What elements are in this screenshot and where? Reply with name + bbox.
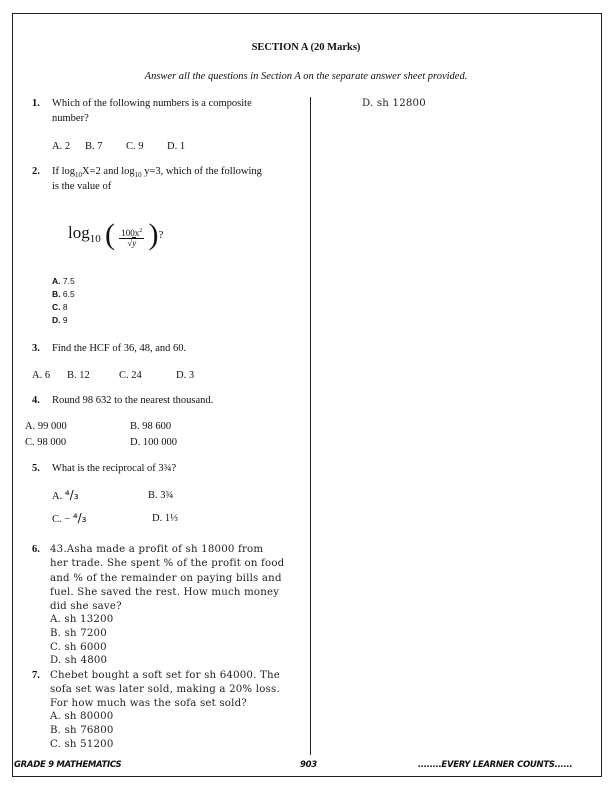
subscript: 10 bbox=[75, 171, 83, 180]
footer-page-number: 903 bbox=[300, 760, 317, 770]
option-letter: C. bbox=[52, 302, 61, 312]
option bbox=[52, 303, 68, 312]
exponent: 2 bbox=[139, 228, 143, 234]
question-text: What is the reciprocal of 3¾? bbox=[52, 463, 177, 474]
option: D. 1⅓ bbox=[152, 513, 178, 524]
option bbox=[52, 489, 79, 503]
subscript: 10 bbox=[134, 171, 142, 180]
question-text: fuel. She saved the rest. How much money bbox=[50, 587, 280, 598]
option-value: 7.5 bbox=[62, 276, 75, 286]
question-text: Chebet bought a soft set for sh 64000. The bbox=[50, 670, 280, 681]
option: B. sh 76800 bbox=[50, 725, 114, 736]
option-value: 8 bbox=[62, 302, 68, 312]
fraction: $\frac{100x^2}{√y}$ bbox=[121, 228, 143, 248]
option bbox=[52, 277, 75, 286]
question-text: For how much was the sofa set sold? bbox=[50, 698, 247, 709]
option: D. 3 bbox=[176, 370, 195, 381]
option: B. 12 bbox=[67, 370, 90, 381]
option: A. 6 bbox=[32, 370, 51, 381]
section-title: SECTION A (20 Marks) bbox=[251, 42, 361, 53]
option-value: 6.5 bbox=[62, 289, 75, 299]
column-divider bbox=[310, 97, 311, 755]
question-text: is the value of bbox=[52, 181, 112, 192]
numerator: 100x bbox=[121, 228, 140, 238]
question-text: Round 98 632 to the nearest thousand. bbox=[52, 395, 214, 406]
option: C. 9 bbox=[126, 141, 144, 152]
option: B. 98 600 bbox=[130, 421, 172, 432]
option bbox=[52, 512, 86, 526]
question-text: number? bbox=[52, 113, 89, 124]
log: log bbox=[68, 223, 90, 242]
option-value: 9 bbox=[62, 315, 68, 325]
question-number: 6. bbox=[32, 544, 40, 555]
option: A. sh 80000 bbox=[50, 711, 114, 722]
option bbox=[52, 290, 75, 299]
option-letter: C. − bbox=[52, 514, 73, 525]
question-text: 43.Asha made a profit of sh 18000 from bbox=[50, 544, 264, 555]
option: A. 99 000 bbox=[25, 421, 67, 432]
option-letter: A. bbox=[52, 276, 61, 286]
question-number: 2. bbox=[32, 166, 40, 177]
question-number: 5. bbox=[32, 463, 40, 474]
option: C. 24 bbox=[119, 370, 142, 381]
option: D. 1 bbox=[167, 141, 186, 152]
option-letter: A. bbox=[52, 491, 65, 502]
option: A. 2 bbox=[52, 141, 71, 152]
option: A. sh 13200 bbox=[50, 614, 114, 625]
option: C. 98 000 bbox=[25, 437, 67, 448]
option-letter: B. bbox=[52, 289, 61, 299]
question-number: 4. bbox=[32, 395, 40, 406]
log-base: 10 bbox=[89, 233, 101, 245]
option bbox=[52, 316, 68, 325]
question-number: 3. bbox=[32, 343, 40, 354]
section-instruction: Answer all the questions in Section A on the separate answer sheet provided. bbox=[144, 71, 468, 82]
question-text bbox=[52, 167, 262, 179]
log-formula bbox=[68, 220, 163, 250]
option: D. sh 12800 bbox=[362, 98, 426, 109]
paren-close: ) bbox=[148, 218, 159, 251]
question-text: sofa set was later sold, making a 20% loss. bbox=[50, 684, 280, 695]
option-letter: D. bbox=[52, 315, 61, 325]
option: B. 7 bbox=[85, 141, 103, 152]
text: X=2 and log bbox=[82, 166, 135, 177]
option: D. 100 000 bbox=[130, 437, 177, 448]
question-number: 7. bbox=[32, 670, 40, 681]
question-text: did she save? bbox=[50, 601, 122, 612]
question-mark: ? bbox=[158, 229, 164, 241]
text: y=3, which of the following bbox=[141, 166, 262, 177]
option-value: ⁴/₃ bbox=[72, 511, 87, 525]
option-value: ⁴/₃ bbox=[64, 488, 79, 502]
footer-motto: ........EVERY LEARNER COUNTS...... bbox=[418, 760, 573, 770]
footer-subject: GRADE 9 MATHEMATICS bbox=[14, 760, 122, 770]
denominator: y bbox=[132, 238, 137, 248]
option: B. sh 7200 bbox=[50, 628, 107, 639]
option: C. sh 51200 bbox=[50, 739, 114, 750]
question-text: and % of the remainder on paying bills and bbox=[50, 573, 282, 584]
question-text: Find the HCF of 36, 48, and 60. bbox=[52, 343, 187, 354]
option: B. 3¾ bbox=[148, 490, 174, 501]
paren-open: ( bbox=[104, 218, 115, 251]
text: If log bbox=[52, 166, 76, 177]
question-text: Which of the following numbers is a composite bbox=[52, 98, 252, 109]
option: D. sh 4800 bbox=[50, 655, 108, 666]
question-text: her trade. She spent % of the profit on food bbox=[50, 558, 285, 569]
option: C. sh 6000 bbox=[50, 642, 107, 653]
question-number: 1. bbox=[32, 98, 40, 109]
